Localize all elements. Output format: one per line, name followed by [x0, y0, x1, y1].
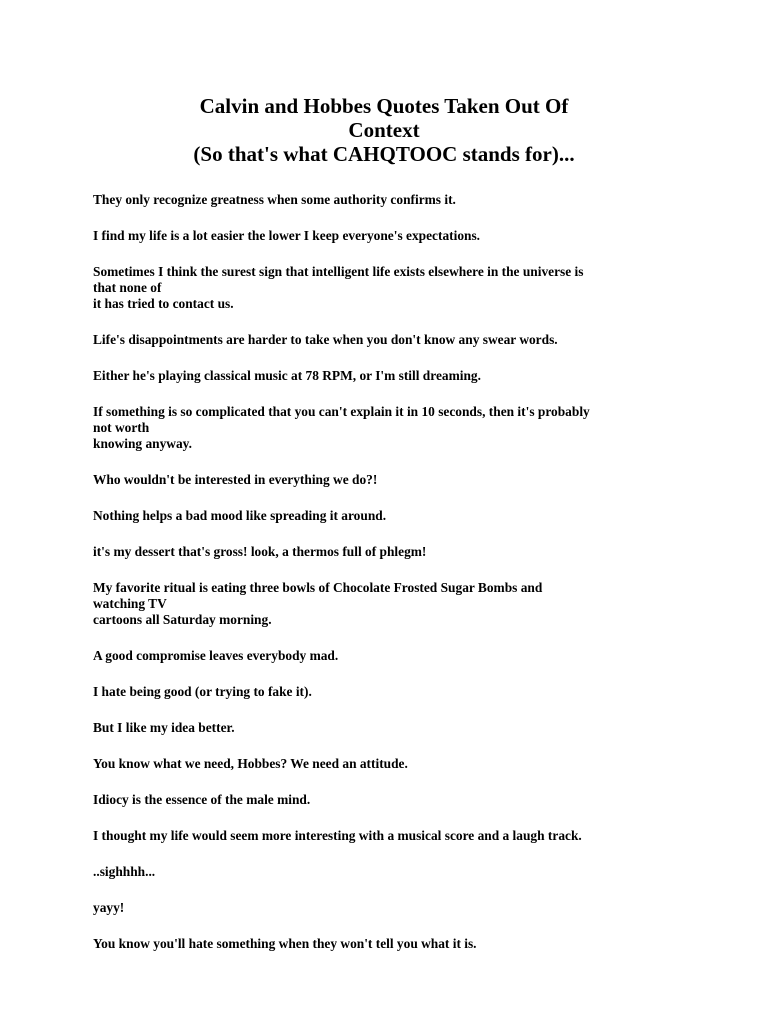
quote-line: Either he's playing classical music at 78 RPM, or I'm still dreaming.: [93, 368, 481, 383]
quote-line: Life's disappointments are harder to take when you don't know any swear words.: [93, 332, 558, 347]
quote-paragraph: [93, 900, 683, 916]
quote-line: I hate being good (or trying to fake it).: [93, 684, 312, 699]
quote-line: If something is so complicated that you can't explain it in 10 seconds, then it's probably: [93, 404, 590, 419]
quote-paragraph: [93, 580, 683, 628]
quote-paragraph: [93, 264, 683, 312]
quote-line: My favorite ritual is eating three bowls of Chocolate Frosted Sugar Bombs and: [93, 580, 543, 595]
quote-paragraph: [93, 404, 683, 452]
quote-line: You know you'll hate something when they won't tell you what it is.: [93, 936, 477, 951]
quote-paragraph: [93, 544, 683, 560]
quote-line: Sometimes I think the surest sign that intelligent life exists elsewhere in the universe is: [93, 264, 584, 279]
title-line-1: Calvin and Hobbes Quotes Taken Out Of: [199, 94, 569, 118]
quote-line: it's my dessert that's gross! look, a thermos full of phlegm!: [93, 544, 427, 559]
quote-line: that none of: [93, 280, 162, 295]
quote-line: Who wouldn't be interested in everything we do?!: [93, 472, 378, 487]
quote-line: They only recognize greatness when some authority confirms it.: [93, 192, 456, 207]
quote-line: I thought my life would seem more interesting with a musical score and a laugh track.: [93, 828, 582, 843]
quote-paragraph: [93, 864, 683, 880]
quote-paragraph: [93, 684, 683, 700]
quote-paragraph: [93, 192, 683, 208]
quote-line: I find my life is a lot easier the lower I keep everyone's expectations.: [93, 228, 481, 243]
quote-paragraph: [93, 828, 683, 844]
quote-line: it has tried to contact us.: [93, 296, 234, 311]
quote-paragraph: [93, 756, 683, 772]
quote-line: watching TV: [93, 596, 167, 611]
quote-line: You know what we need, Hobbes? We need an attitude.: [93, 756, 408, 771]
quote-line: knowing anyway.: [93, 436, 192, 451]
quote-line: Nothing helps a bad mood like spreading it around.: [93, 508, 387, 523]
quote-paragraph: [93, 368, 683, 384]
quote-paragraph: [93, 936, 683, 952]
quote-line: Idiocy is the essence of the male mind.: [93, 792, 311, 807]
quote-line: But I like my idea better.: [93, 720, 235, 735]
quote-list: [93, 192, 683, 972]
quote-paragraph: [93, 228, 683, 244]
title-line-2: Context: [348, 118, 420, 142]
quote-line: cartoons all Saturday morning.: [93, 612, 272, 627]
document-title: [0, 94, 768, 166]
quote-line: yayy!: [93, 900, 125, 915]
quote-line: not worth: [93, 420, 150, 435]
quote-paragraph: [93, 720, 683, 736]
quote-paragraph: [93, 508, 683, 524]
quote-paragraph: [93, 648, 683, 664]
quote-paragraph: [93, 792, 683, 808]
quote-paragraph: [93, 472, 683, 488]
quote-line: ..sighhhh...: [93, 864, 156, 879]
title-line-3: (So that's what CAHQTOOC stands for)...: [193, 142, 575, 166]
quote-paragraph: [93, 332, 683, 348]
quote-line: A good compromise leaves everybody mad.: [93, 648, 339, 663]
